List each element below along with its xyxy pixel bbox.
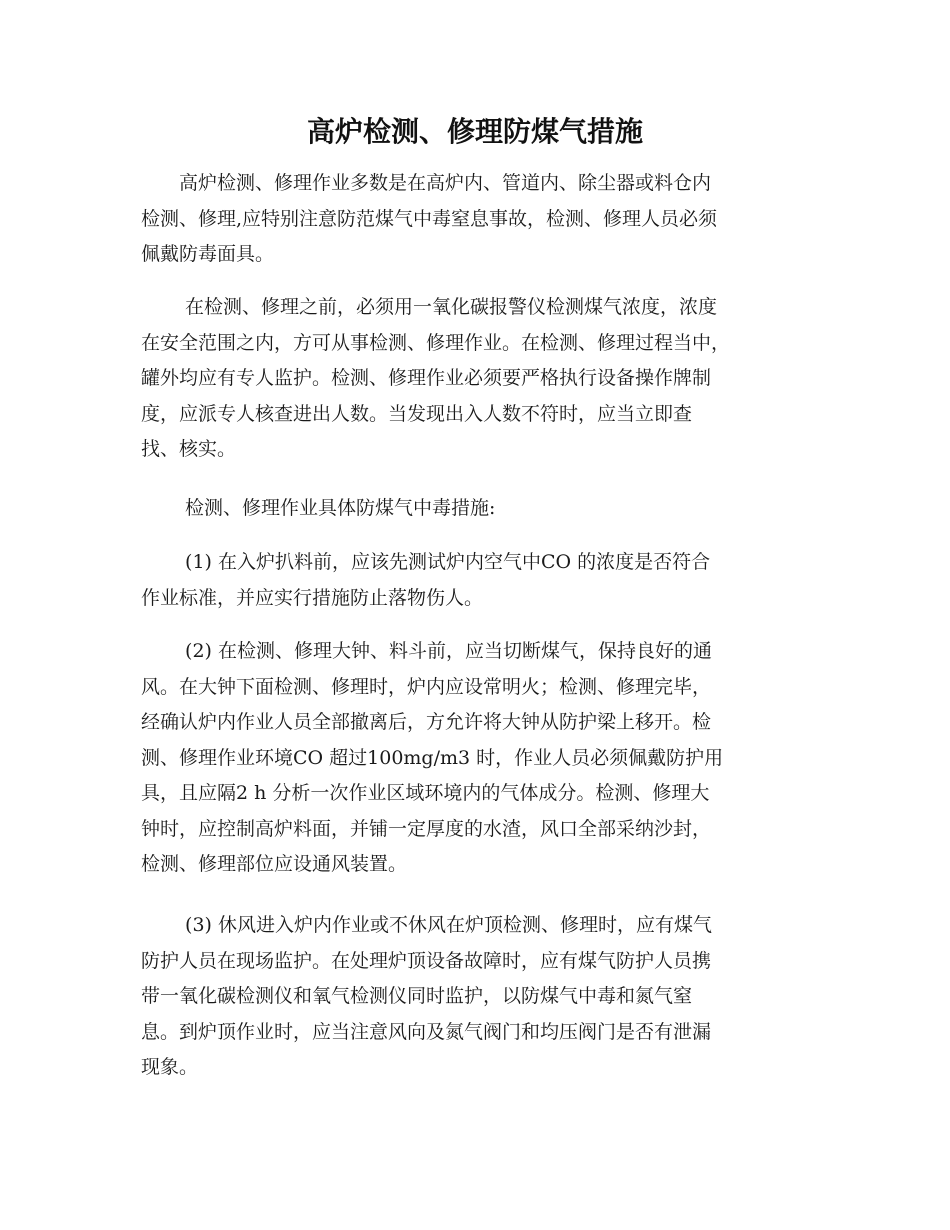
text-line: (2) 在检测、修理大钟、料斗前，应当切断煤气，保持良好的通 <box>141 640 712 662</box>
text-line: (3) 休风进入炉内作业或不休风在炉顶检测、修理时，应有煤气 <box>141 914 712 936</box>
text-line: 检测、修理部位应设通风装置。 <box>141 853 408 875</box>
paragraph-measure-2 <box>141 634 806 883</box>
text-line: 佩戴防毒面具。 <box>141 243 275 265</box>
text-line: 带一氧化碳检测仪和氧气检测仪同时监护，以防煤气中毒和氮气窒 <box>141 985 693 1007</box>
text-line: 在安全范围之内，方可从事检测、修理作业。在检测、修理过程当中， <box>141 331 731 354</box>
text-line: 经确认炉内作业人员全部撤离后，方允许将大钟从防护梁上移开。检 <box>141 711 712 733</box>
text-line: 在检测、修理之前，必须用一氧化碳报警仪检测煤气浓度，浓度 <box>141 296 718 318</box>
paragraph-intro <box>141 166 806 273</box>
text-line: 检测、修理作业具体防煤气中毒措施: <box>141 497 496 519</box>
text-line: 测、修理作业环境CO 超过100mg/m3 时，作业人员必须佩戴防护用 <box>141 746 724 769</box>
text-line: 检测、修理,应特别注意防范煤气中毒窒息事故，检测、修理人员必须 <box>141 207 718 230</box>
text-line: 找、核实。 <box>141 438 237 460</box>
paragraph-measures-heading <box>141 491 806 527</box>
text-line: 具，且应隔2 h 分析一次作业区域环境内的气体成分。检测、修理大 <box>141 782 710 804</box>
text-line: 息。到炉顶作业时，应当注意风向及氮气阀门和均压阀门是否有泄漏 <box>141 1020 712 1043</box>
paragraph-measure-3 <box>141 908 806 1086</box>
text-line: 作业标准，并应实行措施防止落物伤人。 <box>141 586 484 609</box>
text-line: 防护人员在现场监护。在处理炉顶设备故障时，应有煤气防护人员携 <box>141 949 712 972</box>
text-line: 现象。 <box>141 1056 199 1078</box>
page-title: 高炉检测、修理防煤气措施 <box>306 115 643 148</box>
text-line: 度，应派专人核查进出人数。当发现出入人数不符时，应当立即查 <box>141 402 693 425</box>
text-line: 罐外均应有专人监护。检测、修理作业必须要严格执行设备操作牌制 <box>141 367 712 389</box>
text-line: (1) 在入炉扒料前，应该先测试炉内空气中CO 的浓度是否符合 <box>141 551 711 573</box>
text-line: 高炉检测、修理作业多数是在高炉内、管道内、除尘器或料仓内 <box>141 172 712 194</box>
paragraph-measure-1 <box>141 545 806 616</box>
paragraph-pre-check <box>141 290 806 468</box>
text-line: 风。在大钟下面检测、修理时，炉内应设常明火；检测、修理完毕， <box>141 675 712 698</box>
text-line: 钟时，应控制高炉料面，并铺一定厚度的水渣，风口全部采纳沙封， <box>141 817 712 840</box>
